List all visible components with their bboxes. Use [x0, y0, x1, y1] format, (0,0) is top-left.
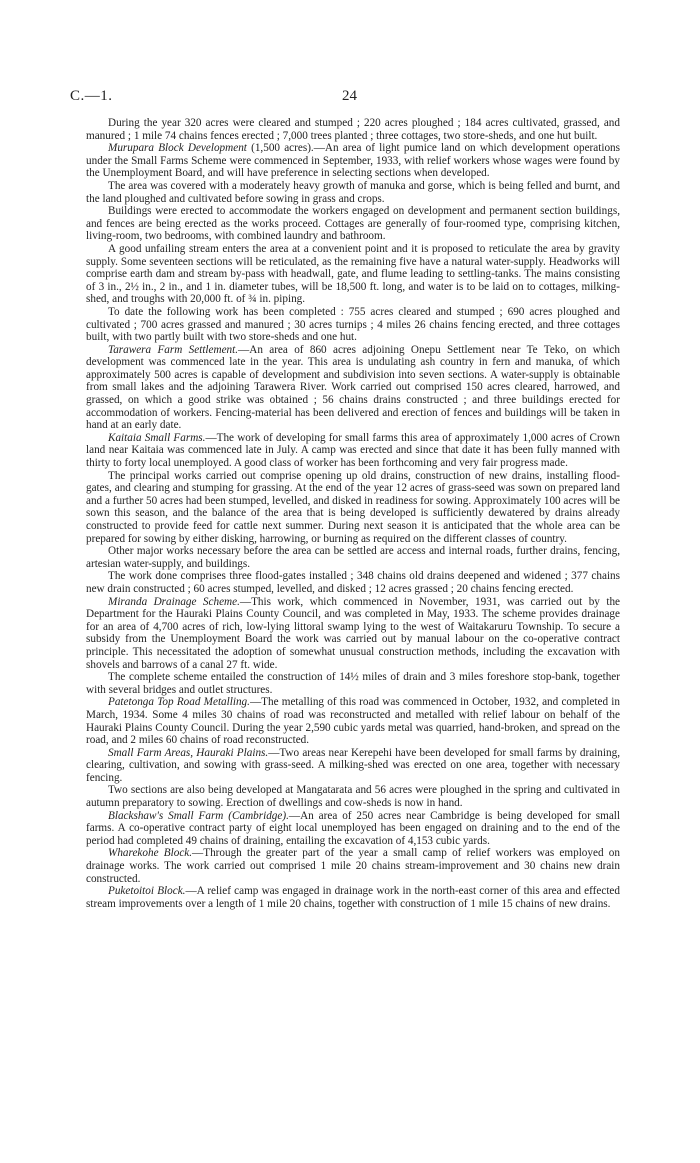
paragraph: The work done comprises three flood-gates installed ; 348 chains old drains deepened and widened ; 377 chains new drain constructed ; 60 acres stumped, levelled, and disked ; 12 acres grassed ; 20 chains fencing erected. — [86, 570, 620, 595]
paragraph: Buildings were erected to accommodate the workers engaged on development and permanent section buildings, and fences are being erected as the works proceed. Cottages are generally of four-roomed type, comprising kitchen, living-room, two bedrooms, with combined laundry and bathroom. — [86, 205, 620, 243]
paragraph: Small Farm Areas, Hauraki Plains.—Two areas near Kerepehi have been developed for small farms by draining, clearing, cultivation, and sowing with grass-seed. A milking-shed was erected on one area, together with necessary fencing. — [86, 746, 620, 784]
section-heading: Miranda Drainage Scheme. — [108, 595, 240, 608]
paragraph: Murupara Block Development (1,500 acres).—An area of light pumice land on which development operations under the Small Farms Scheme were commenced in September, 1933, with relief workers whose wages were found by the Unemployment Board, and will have preference in selecting sections when developed. — [86, 142, 620, 180]
paragraph: Blackshaw's Small Farm (Cambridge).—An area of 250 acres near Cambridge is being developed for small farms. A co-operative contract party of eight local unemployed has been engaged on draining and to the end of the period had completed 49 chains of draining, entailing the excavation of 4,153 cubic yards. — [86, 809, 621, 847]
page-number: 24 — [342, 88, 357, 104]
section-heading: Patetonga Top Road Metalling. — [108, 696, 250, 709]
paragraph: Puketoitoi Block.—A relief camp was engaged in drainage work in the north-east corner of this area and effected stream improvements over a length of 1 mile 20 chains, together with construction of 1 mile 15 chains of new drains. — [86, 885, 620, 910]
section-heading: Small Farm Areas, Hauraki Plains. — [108, 746, 269, 759]
paragraph: The area was covered with a moderately heavy growth of manuka and gorse, which is being felled and burnt, and the land ploughed and cultivated before sowing in grass and crops. — [86, 179, 620, 205]
paragraph: To date the following work has been completed : 755 acres cleared and stumped ; 690 acres ploughed and cultivated ; 700 acres grassed and manured ; 30 acres turnips ; 4 miles 26 chains fencing erected, and three cottages built, with two partly built with two store-sheds and one hut. — [86, 305, 620, 344]
paragraph: A good unfailing stream enters the area at a convenient point and it is proposed to reticulate the area by gravity supply. Some seventeen sections will be reticulated, as the remaining five have a natural water-supply. Headworks will comprise earth dam and stream by-pass with headwall, gate, and flume leading to settling-tanks. The mains consisting of 3 in., 2½ in., 2 in., and 1 in. diameter tubes, will be 18,500 ft. long, and water is to be laid on to cottages, milking-shed, and troughs with 20,000 ft. of ¾ in. piping. — [86, 242, 620, 306]
section-heading: Murupara Block Development — [108, 142, 247, 155]
section-heading: Puketoitoi Block. — [108, 885, 186, 898]
paragraph: Two sections are also being developed at Mangatarata and 56 acres were ploughed in the spring and cultivated in autumn preparatory to sowing. Erection of dwellings and cow-sheds is now in hand. — [86, 784, 620, 810]
paragraph: Miranda Drainage Scheme.—This work, which commenced in November, 1931, was carried out by the Department for the Hauraki Plains County Council, and was completed in May, 1933. The scheme provides drainage for an area of 4,700 acres of rich, low-lying littoral swamp lying to the west of Waitakaruru Township. To secure a subsidy from the Unemployment Board the work was carried out by manual labour on the co-operative contract principle. This necessitated the adoption of somewhat unusual construction methods, including the excavation with shovels and barrows of a canal 27 ft. wide. — [86, 595, 621, 671]
paragraph: Kaitaia Small Farms.—The work of developing for small farms this area of approximately 1,000 acres of Crown land near Kaitaia was commenced late in July. A camp was erected and since that date it has been fully manned with thirty to forty local unemployed. A good class of worker has been forthcoming and very fair progress made. — [86, 431, 620, 470]
paragraph: Other major works necessary before the area can be settled are access and internal roads, further drains, fencing, artesian water-supply, and buildings. — [86, 545, 620, 570]
document-body — [86, 117, 620, 910]
paragraph: During the year 320 acres were cleared and stumped ; 220 acres ploughed ; 184 acres cultivated, grassed, and manured ; 1 mile 74 chains fences erected ; 7,000 trees planted ; three cottages, two store-sheds, and one hut built. — [86, 117, 620, 142]
section-heading: Blackshaw's Small Farm (Cambridge). — [108, 809, 289, 822]
paragraph: Tarawera Farm Settlement.—An area of 860 acres adjoining Onepu Settlement near Te Teko, on which development was commenced late in the year. This area is undulating ash country in fern and manuka, of which approximately 500 acres is capable of development and subdivision into seven sections. A water-supply is obtainable from small lakes and the adjoining Tarawera River. Work carried out comprised 150 acres cleared, harrowed, and grassed, on which a good strike was obtained ; 56 chains drains constructed ; and three buildings erected for accommodation of workers. Fencing-material has been delivered and erection of fences and buildings will be taken in hand at an early date. — [86, 343, 620, 432]
paragraph: Patetonga Top Road Metalling.—The metalling of this road was commenced in October, 1932, and completed in March, 1934. Some 4 miles 30 chains of road was reconstructed and metalled with relief labour on behalf of the Hauraki Plains County Council. During the year 2,590 cubic yards metal was quarried, hand-broken, and spread on the road, and 2 miles 60 chains of road reconstructed. — [86, 696, 620, 747]
section-heading: Tarawera Farm Settlement. — [108, 343, 239, 356]
paragraph: The principal works carried out comprise opening up old drains, construction of new drains, installing flood-gates, and clearing and stumping for grassing. At the end of the year 12 acres of grass-seed was sown on prepared land and a further 50 acres had been stumped, levelled, and disked in readiness for sowing. Approximately 100 acres will be sown this season, and the balance of the area that is being developed is sufficiently dewatered by drains already constructed to provide feed for cattle next summer. During next season it is anticipated that the whole area can be prepared for sowing by either disking, harrowing, or burning as required on the different classes of country. — [86, 469, 620, 545]
paragraph: Wharekohe Block.—Through the greater part of the year a small camp of relief workers was employed on drainage works. The work carried out comprised 1 mile 20 chains stream-improvement and 30 chains new drain constructed. — [86, 847, 620, 885]
section-heading: Kaitaia Small Farms. — [108, 431, 206, 444]
paragraph: The complete scheme entailed the construction of 14½ miles of drain and 3 miles foreshore stop-bank, together with several bridges and outlet structures. — [86, 671, 620, 696]
document-reference: C.—1. — [70, 88, 113, 104]
section-heading: Wharekohe Block. — [108, 847, 193, 860]
